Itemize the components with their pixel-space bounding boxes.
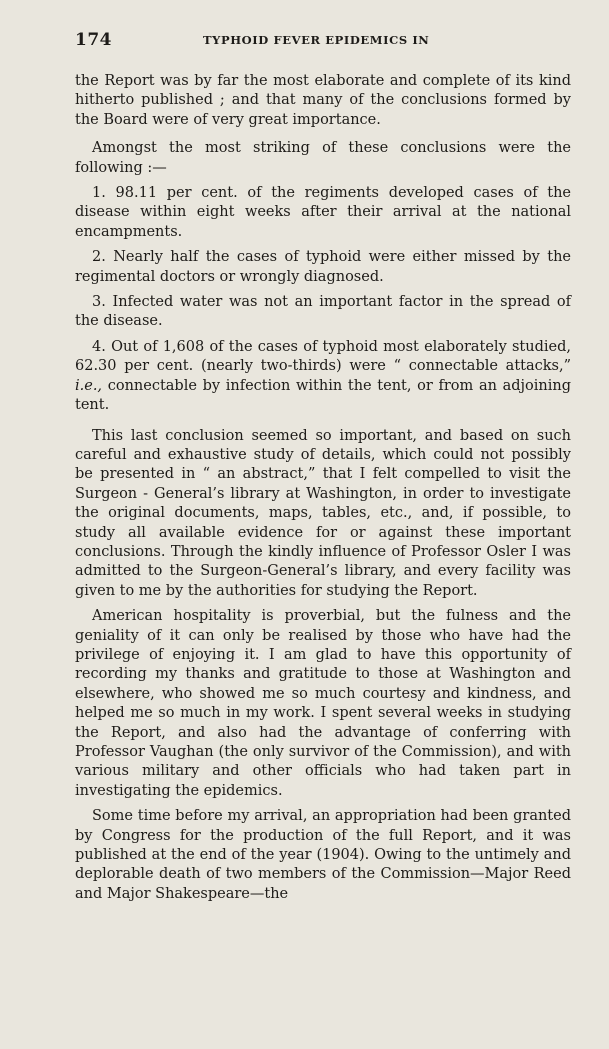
conclusion-item-1: 1. 98.11 per cent. of the regiments developed cases of the disease within eight weeks after their arrival at the national encampments. — [75, 185, 571, 240]
paragraph-hospitality: American hospitality is proverbial, but the fulness and the geniality of it can only be realised by those who have had the privilege of enjoying it. I am glad to have this opportunity of recording my thanks and gratitude to those at Washington and elsewhere, who showed me so much courtesy and kindness, and helped me so much in my work. I spent several weeks in studying the Report, and also had the advantage of conferring with Professor Vaughan (the only survivor of the Commission), and with various military and other officials who had taken part in investigating the epidemics. — [75, 608, 571, 799]
conclusion-item-3: 3. Infected water was not an important factor in the spread of the disease. — [75, 294, 571, 330]
paragraph-conclusions-intro: Amongst the most striking of these conclusions were the following :— — [75, 140, 571, 176]
conclusion-item-2: 2. Nearly half the cases of typhoid were either missed by the regimental doctors or wrongly diagnosed. — [75, 249, 571, 285]
paragraph-appropriation: Some time before my arrival, an appropriation had been granted by Congress for the production of the full Report, and it was published at the end of the year (1904). Owing to the untimely and deplorable death of two members of the Commission—Major Reed and Major Shakespeare—the — [75, 808, 571, 902]
paragraph-library-visit: This last conclusion seemed so important, and based on such careful and exhaustive study of details, which could not possibly be presented in “ an abstract,” that I felt compelled to visit the Surgeon - General’s library at Washington, in order to investigate the original documents, maps, tables, etc., and, if possible, to study all available evidence for or against these important conclusions. Through the kindly influence of Professor Osler I was admitted to the Surgeon-General’s library, and every facility was given to me by the authorities for studying the Report. — [75, 427, 571, 599]
conclusion-item-4-text-b: connectable by infection within the tent, or from an adjoining tent. — [75, 377, 571, 414]
page-header — [75, 30, 571, 54]
conclusion-item-4 — [75, 338, 571, 416]
body-text — [75, 72, 571, 904]
paragraph-continuation: the Report was by far the most elaborate and complete of its kind hitherto published ; and that many of the conclusions formed by the Board were of very great importance. — [75, 73, 571, 128]
conclusion-item-4-text-a: 4. Out of 1,608 of the cases of typhoid most elaborately studied, 62.30 per cent. (nearly two-thirds) were “ connectable attacks,” — [75, 338, 571, 375]
page-number: 174 — [75, 30, 112, 50]
conclusion-item-4-ie: i.e., — [75, 377, 103, 394]
running-head: TYPHOID FEVER EPIDEMICS IN — [203, 33, 430, 47]
